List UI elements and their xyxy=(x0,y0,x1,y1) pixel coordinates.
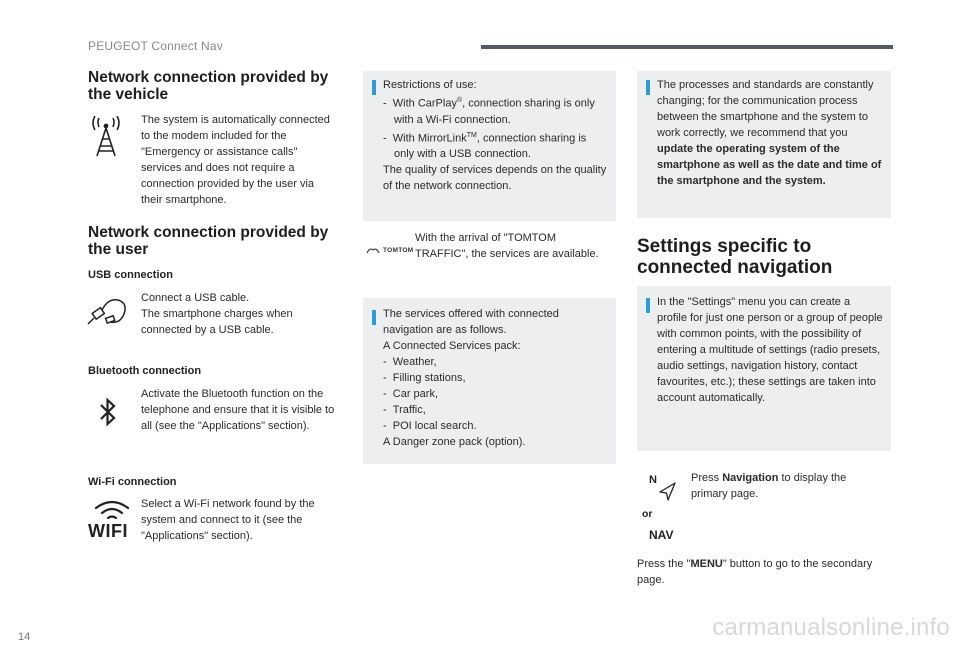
services-intro: The services offered with connected navigation are as follows. xyxy=(383,308,559,336)
menu-text-bold: MENU xyxy=(690,558,723,570)
services-item-label: Weather, xyxy=(392,356,437,368)
tomtom-logo-text: TOMTOM xyxy=(383,246,414,254)
bluetooth-heading: Bluetooth connection xyxy=(88,365,202,377)
nav-text-a: Press xyxy=(691,472,723,484)
nav-n-label: N xyxy=(649,474,657,486)
settings-note-box xyxy=(637,286,891,451)
mirrorlink-label: With MirrorLink xyxy=(392,132,467,145)
tomtom-text: With the arrival of "TOMTOM TRAFFIC", the services are available. xyxy=(415,232,599,260)
services-item-label: POI local search. xyxy=(392,420,477,432)
update-note-box xyxy=(637,71,891,218)
trademark-mark: TM xyxy=(466,131,477,139)
wifi-heading: Wi-Fi connection xyxy=(88,476,177,488)
wifi-icon-label: WIFI xyxy=(88,521,128,541)
note-accent-bar xyxy=(372,310,376,325)
wifi-icon xyxy=(92,500,132,522)
watermark: carmanualsonline.info xyxy=(712,614,950,641)
usb-text-line1: Connect a USB cable. xyxy=(141,292,250,304)
running-header: PEUGEOT Connect Nav xyxy=(88,39,223,53)
services-item: - Filling stations, xyxy=(383,372,466,384)
navigation-arrow-icon xyxy=(656,480,678,502)
services-pack: A Connected Services pack: xyxy=(383,340,521,352)
section-title-user: Network connection provided by the user xyxy=(88,224,329,258)
bluetooth-icon xyxy=(98,397,118,427)
carplay-label: With CarPlay xyxy=(392,97,457,110)
or-label: or xyxy=(642,508,653,520)
page-number: 14 xyxy=(18,631,31,643)
menu-instruction xyxy=(637,556,877,588)
nav-text-b: to display the primary page. xyxy=(691,472,847,500)
menu-text-b: " button to go to the secondary page. xyxy=(637,558,873,586)
restriction-item-mirrorlink: - With MirrorLink™, connection sharing is only with a USB connection. xyxy=(383,131,587,161)
settings-note-text: In the "Settings" menu you can create a profile for just one person or a group of people with common points, with the possibility of entering a multitude of settings (radio presets, audio settings, navigation history, contact favourites, etc.); these settings are taken into account automatically. xyxy=(657,296,883,404)
services-text xyxy=(383,306,608,450)
usb-text-line2: The smartphone charges when connected by a USB cable. xyxy=(141,308,293,336)
mirrorlink-detail: , connection sharing is only with a USB connection. xyxy=(394,132,587,161)
bluetooth-text: Activate the Bluetooth function on the telephone and ensure that it is visible to all (see the "Applications" section). xyxy=(141,388,335,432)
usb-text xyxy=(141,290,336,338)
navigation-instruction xyxy=(691,470,881,502)
nav-text-bold: Navigation xyxy=(722,472,779,484)
restriction-item-carplay: - With CarPlay®, connection sharing is only with a Wi-Fi connection. xyxy=(383,97,595,126)
update-note-bold: update the operating system of the smartphone as well as the date and time of the smartphone and the system. xyxy=(657,143,882,187)
restrictions-note-box xyxy=(363,71,616,221)
menu-text-a: Press the " xyxy=(637,558,691,570)
restrictions-intro: Restrictions of use: xyxy=(383,79,477,91)
wifi-text: Select a Wi-Fi network found by the system and connect to it (see the "Applications" section). xyxy=(141,498,315,542)
restrictions-text xyxy=(383,77,608,194)
services-item: - Traffic, xyxy=(383,404,426,416)
note-accent-bar xyxy=(372,80,376,95)
usb-heading: USB connection xyxy=(88,269,173,281)
services-note-box xyxy=(363,298,616,464)
services-item: - Weather, xyxy=(383,356,437,368)
header-rule xyxy=(481,45,893,49)
tomtom-logo xyxy=(366,246,413,254)
registered-mark: ® xyxy=(456,97,463,104)
section-title-vehicle: Network connection provided by the vehicle xyxy=(88,69,329,103)
services-danger: A Danger zone pack (option). xyxy=(383,436,526,448)
tomtom-hands-icon xyxy=(366,246,380,254)
note-accent-bar xyxy=(646,298,650,313)
note-accent-bar xyxy=(646,80,650,95)
services-item-label: Traffic, xyxy=(392,404,426,416)
services-item-label: Filling stations, xyxy=(392,372,466,384)
vehicle-connection-text: The system is automatically connected to the modem included for the "Emergency or assistance calls" services and does not require a connection provided by the user via their smartphone. xyxy=(141,114,330,206)
services-item-label: Car park, xyxy=(392,388,439,400)
usb-cable-icon xyxy=(86,294,130,328)
quality-text: The quality of services depends on the quality of the network connection. xyxy=(383,164,607,193)
nav-label: NAV xyxy=(649,528,674,542)
update-note-regular: The processes and standards are constantly changing; for the communication process between the smartphone and the system to work correctly, we recommend that you xyxy=(657,79,874,139)
update-note-text xyxy=(657,77,883,189)
services-item: - POI local search. xyxy=(383,420,477,432)
services-item: - Car park, xyxy=(383,388,439,400)
section-title-settings: Settings specific to connected navigation xyxy=(637,236,833,278)
carplay-detail: , connection sharing is only with a Wi-Fi connection. xyxy=(394,97,595,126)
antenna-icon xyxy=(88,116,124,158)
